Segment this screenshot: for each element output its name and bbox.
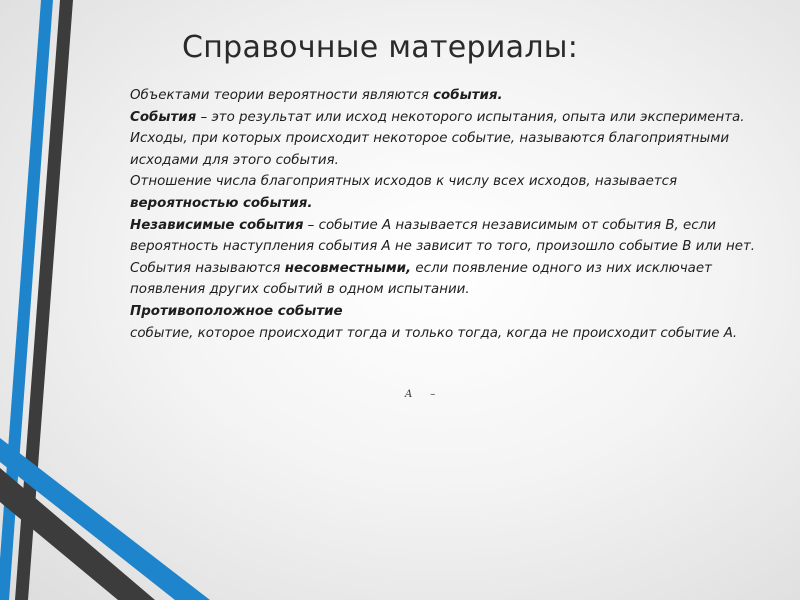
p7-bold: Противоположное событие [130,303,343,319]
p6-text: События называются [130,260,285,276]
p5-bold: Независимые события [130,217,304,233]
paragraph-3 [130,128,770,171]
formula-complement [405,389,435,400]
p6-bold: несовместными, [284,260,412,276]
paragraph-2 [130,107,770,129]
paragraph-8 [130,323,770,345]
formula-bar: – [430,389,436,400]
paragraph-6 [130,258,770,301]
paragraph-7 [130,301,770,323]
p6-text-end: если появление одного из них исключает появления других событий в одном испытании. [130,260,712,298]
p8-text: событие, которое происходит тогда и только тогда, когда не происходит событие А. [130,325,738,341]
slide-title: Справочные материалы: [182,30,579,65]
p2-text: – это результат или исход некоторого испытания, опыта или эксперимента. [196,109,745,125]
p3-text: Исходы, при которых происходит некоторое событие, называются благоприятными исходами для этого события. [130,131,730,168]
p4-bold: вероятностью события. [130,195,313,211]
p2-bold: События [130,109,197,125]
paragraph-4 [130,171,770,214]
p1-bold: события. [433,88,503,103]
p1-text: Объектами теории вероятности являются [130,88,434,103]
paragraph-1 [130,85,770,107]
paragraph-5 [130,215,770,258]
slide-body [130,85,770,344]
formula-symbol: A [405,389,413,400]
p5-text: – событие А называется независимым от события В, если вероятность наступления события А не зависит то того, произошло событие В или нет. [130,217,756,255]
p4-text: Отношение числа благоприятных исходов к числу всех исходов, называется [130,174,678,190]
